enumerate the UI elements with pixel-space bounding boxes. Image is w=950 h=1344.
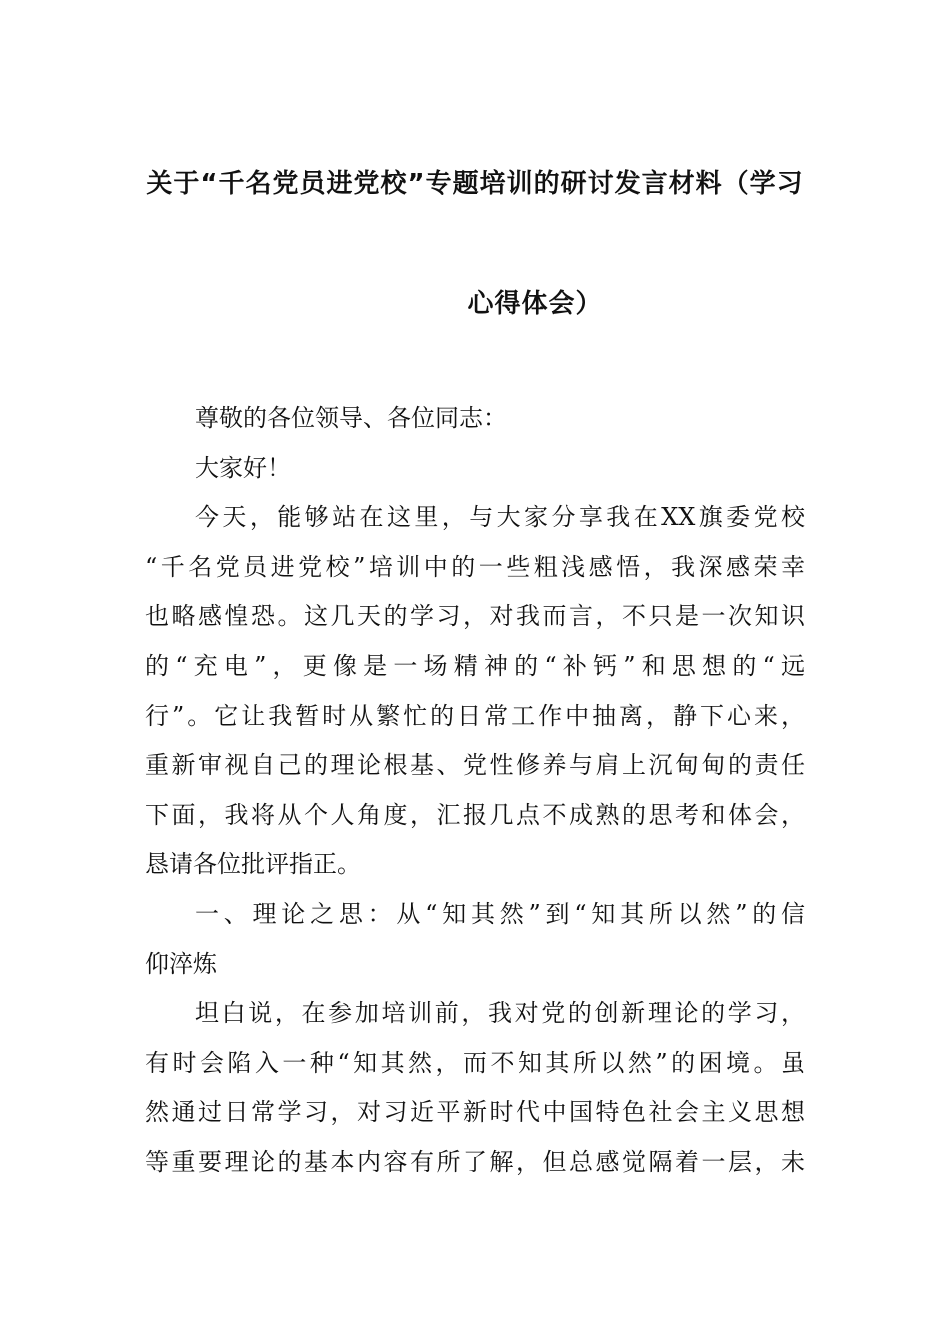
paragraph-line: 有时会陷入一种“知其然，而不知其所以然”的困境。虽	[145, 1048, 805, 1077]
paragraph-line: 下面，我将从个人角度，汇报几点不成熟的思考和体会，	[145, 800, 805, 829]
paragraph-line: 等重要理论的基本内容有所了解，但总感觉隔着一层，未	[145, 1147, 805, 1176]
paragraph-line: 然通过日常学习，对习近平新时代中国特色社会主义思想	[145, 1098, 805, 1127]
paragraph-line: 坦白说，在参加培训前，我对党的创新理论的学习，	[195, 999, 805, 1028]
paragraph-line: 的“充电”，更像是一场精神的“补钙”和思想的“远	[145, 651, 805, 680]
paragraph-line: 也略感惶恐。这几天的学习，对我而言，不只是一次知识	[145, 602, 805, 631]
section-heading-line: 仰淬炼	[145, 949, 217, 978]
paragraph-line: 今天，能够站在这里，与大家分享我在XX旗委党校	[195, 503, 805, 532]
greeting: 大家好！	[195, 453, 291, 482]
paragraph-line: 重新审视自己的理论根基、党性修养与肩上沉甸甸的责任	[145, 751, 805, 780]
document-title-line-1: 关于“千名党员进党校”专题培训的研讨发言材料（学习	[146, 169, 804, 199]
salutation: 尊敬的各位领导、各位同志：	[195, 404, 507, 432]
paragraph-line: “千名党员进党校”培训中的一些粗浅感悟，我深感荣幸	[145, 552, 805, 581]
document-body	[145, 394, 805, 1188]
paragraph-line: 行”。它让我暂时从繁忙的日常工作中抽离，静下心来，	[145, 701, 805, 730]
document-title-line-2: 心得体会）	[467, 289, 603, 319]
paragraph-line: 恳请各位批评指正。	[145, 850, 361, 879]
section-heading-line: 一、理论之思：从“知其然”到“知其所以然”的信	[195, 899, 805, 928]
